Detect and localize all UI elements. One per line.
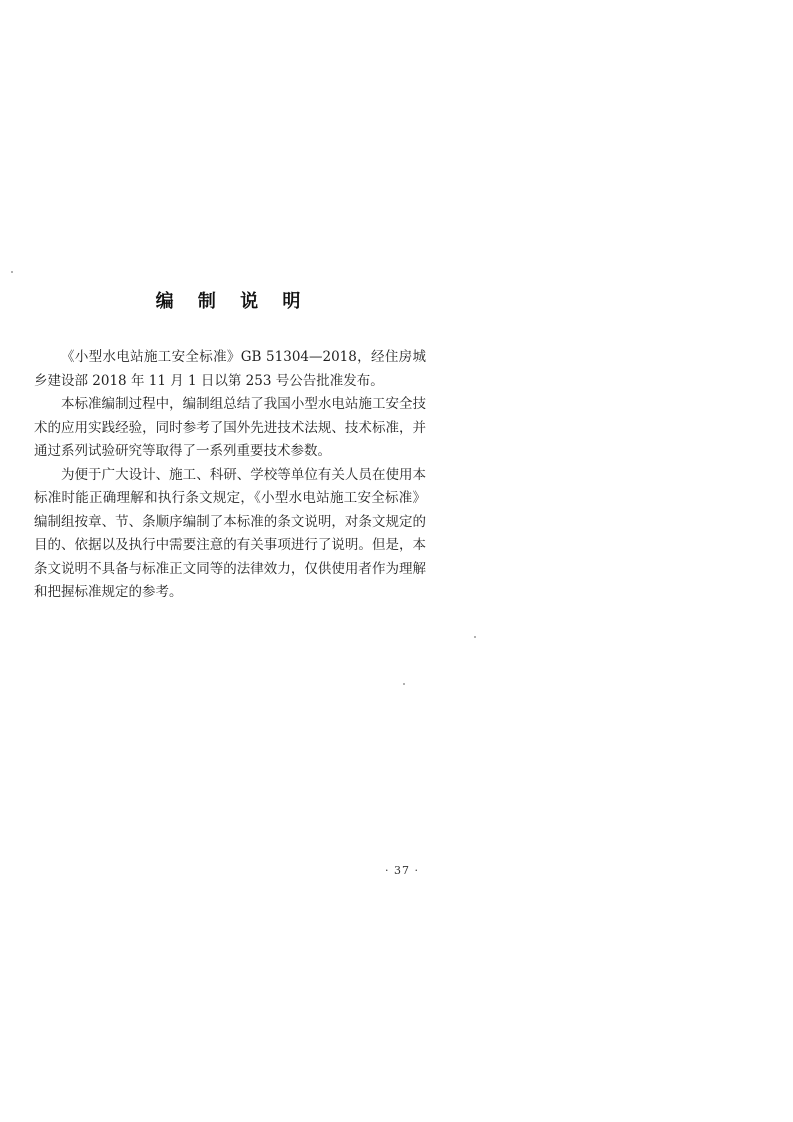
- page-number: · 37 ·: [385, 864, 419, 877]
- body-text: [34, 346, 426, 605]
- scan-speck: [403, 683, 405, 685]
- paragraph-2: 本标准编制过程中，编制组总结了我国小型水电站施工安全技术的应用实践经验，同时参考了国外先进技术法规、技术标准，并通过系列试验研究等取得了一系列重要技术参数。: [34, 396, 426, 459]
- section-title: 编 制 说 明: [155, 291, 310, 312]
- scan-speck: [474, 636, 476, 638]
- scan-speck: [11, 271, 13, 273]
- paragraph-1: 《小型水电站施工安全标准》GB 51304—2018，经住房城乡建设部 2018 年 11 月 1 日以第 253 号公告批准发布。: [34, 349, 426, 389]
- paragraph-3: 为便于广大设计、施工、科研、学校等单位有关人员在使用本标准时能正确理解和执行条文规定，《小型水电站施工安全标准》编制组按章、节、条顺序编制了本标准的条文说明，对条文规定的目的、依据以及执行中需要注意的有关事项进行了说明。但是，本条文说明不具备与标准正文同等的法律效力，仅供使用者作为理解和把握标准规定的参考。: [34, 466, 426, 600]
